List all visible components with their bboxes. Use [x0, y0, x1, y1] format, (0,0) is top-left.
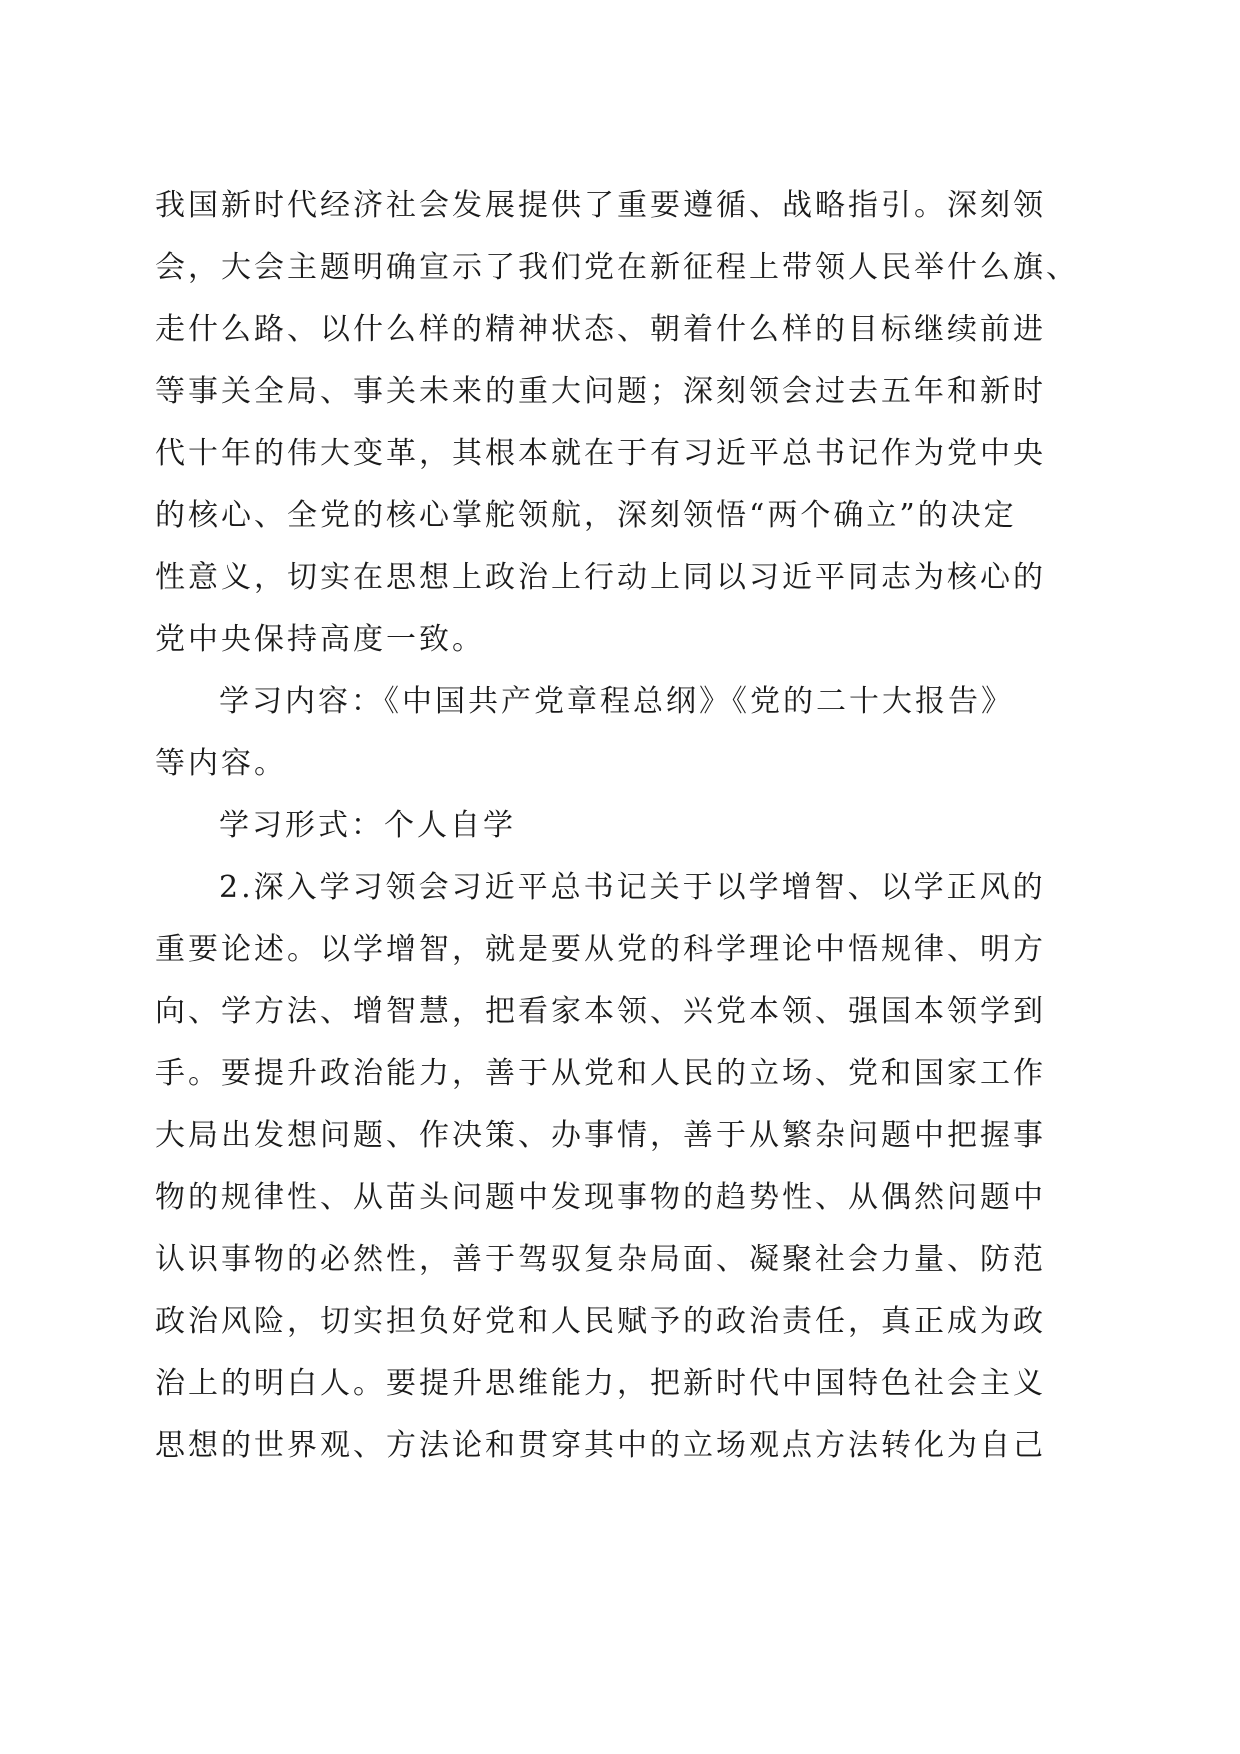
text-line: 政治风险，切实担负好党和人民赋予的政治责任，真正成为政 [155, 1304, 1046, 1339]
text-line: 等内容。 [155, 746, 287, 781]
text-line: 认识事物的必然性，善于驾驭复杂局面、凝聚社会力量、防范 [155, 1242, 1046, 1277]
text-line: 物的规律性、从苗头问题中发现事物的趋势性、从偶然问题中 [155, 1180, 1046, 1215]
text-line: 向、学方法、增智慧，把看家本领、兴党本领、强国本领学到 [155, 994, 1046, 1029]
text-line: 我国新时代经济社会发展提供了重要遵循、战略指引。深刻领 [155, 188, 1046, 223]
text-line: 大局出发想问题、作决策、办事情，善于从繁杂问题中把握事 [155, 1118, 1046, 1153]
body-text [155, 186, 1085, 1488]
text-line: 性意义，切实在思想上政治上行动上同以习近平同志为核心的 [155, 560, 1046, 595]
text-line: 等事关全局、事关未来的重大问题；深刻领会过去五年和新时 [155, 374, 1046, 409]
text-line: 会，大会主题明确宣示了我们党在新征程上带领人民举什么旗、 [155, 250, 1079, 285]
study-content-line: 学习内容：《中国共产党章程总纲》《党的二十大报告》 [219, 684, 1014, 719]
study-form-line: 学习形式：个人自学 [219, 808, 516, 843]
text-line: 治上的明白人。要提升思维能力，把新时代中国特色社会主义 [155, 1366, 1046, 1401]
text-line: 的核心、全党的核心掌舵领航，深刻领悟“两个确立”的决定 [155, 498, 1017, 533]
text-line: 重要论述。以学增智，就是要从党的科学理论中悟规律、明方 [155, 932, 1046, 967]
text-line: 思想的世界观、方法论和贯穿其中的立场观点方法转化为自己 [155, 1428, 1046, 1463]
text-line: 党中央保持高度一致。 [155, 622, 485, 657]
text-line: 代十年的伟大变革，其根本就在于有习近平总书记作为党中央 [155, 436, 1046, 471]
text-line: 走什么路、以什么样的精神状态、朝着什么样的目标继续前进 [155, 312, 1046, 347]
section-2-heading-line: 2.深入学习领会习近平总书记关于以学增智、以学正风的 [219, 870, 1046, 905]
text-line: 手。要提升政治能力，善于从党和人民的立场、党和国家工作 [155, 1056, 1046, 1091]
